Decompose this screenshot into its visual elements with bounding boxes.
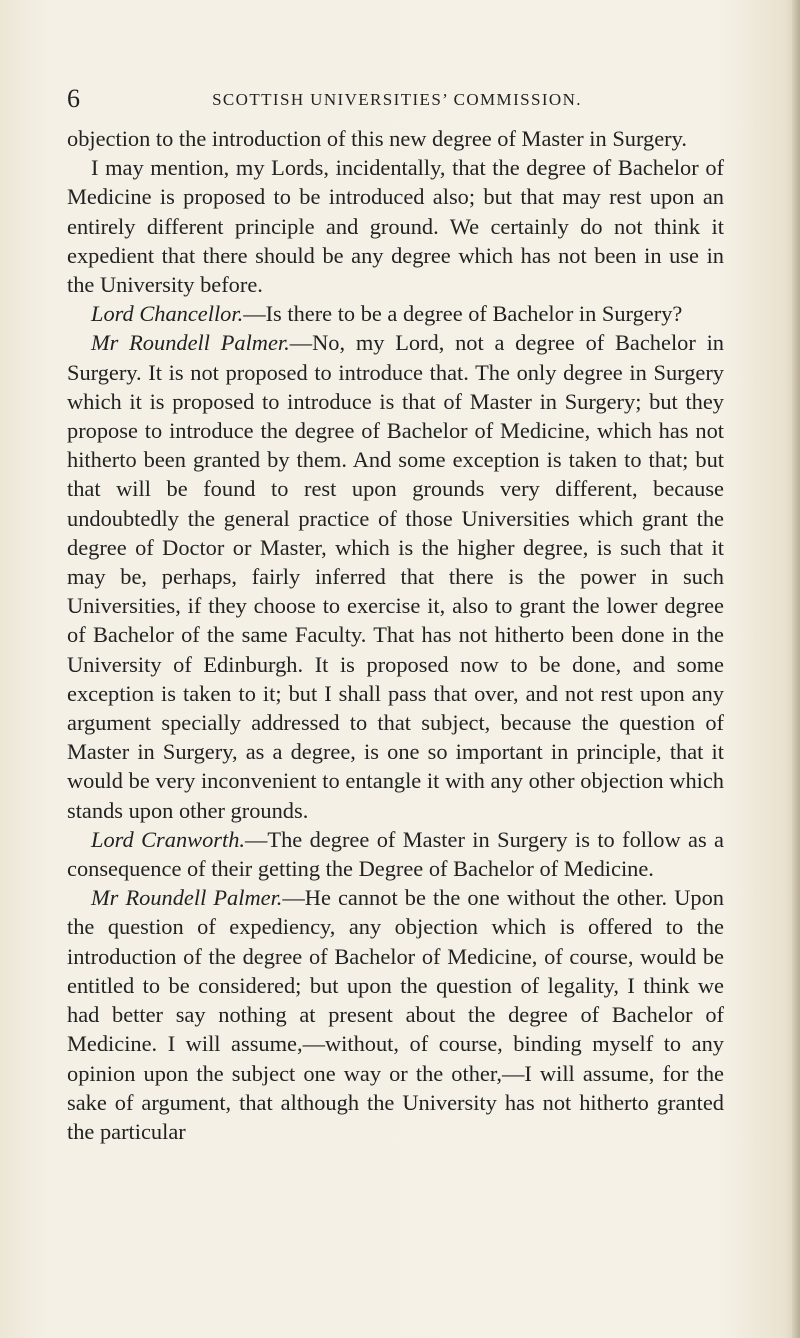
paragraph-text: —The degree of Master in Surgery is to follow as a consequence of their getting the Degree of Bachelor of Medicine. bbox=[67, 826, 724, 882]
paragraph bbox=[67, 328, 724, 824]
paragraph-text: —Is there to be a degree of Bachelor in Surgery? bbox=[243, 301, 683, 327]
paragraph bbox=[67, 825, 724, 883]
running-title: SCOTTISH UNIVERSITIES’ COMMISSION. bbox=[212, 90, 582, 109]
speaker-name: Mr Roundell Palmer. bbox=[91, 885, 283, 911]
paragraph-text: —He cannot be the one without the other. Upon the question of expediency, any objection which is offered to the introduction of the degree of Bachelor of Medicine, of course, would be entitled to be considered; but upon the question of legality, I think we had better say nothing at present about the degree of Bachelor of Medicine. I will assume,—without, of course, binding myself to any opinion upon the subject one way or the other,—I will assume, for the sake of argument, that although the University has not hitherto granted the particular bbox=[67, 885, 724, 1144]
speaker-name: Lord Chancellor. bbox=[91, 301, 244, 327]
paragraph-text: I may mention, my Lords, incidentally, that the degree of Bachelor of Medicine is proposed to be introduced also; but that may rest upon an entirely different principle and ground. We certainly do not think it expedient that there should be any degree which has not been in use in the University before. bbox=[67, 155, 724, 298]
page-header bbox=[67, 84, 727, 124]
paragraph bbox=[67, 883, 724, 1146]
paragraph bbox=[67, 124, 724, 153]
paragraph-text: —No, my Lord, not a degree of Bachelor in Surgery. It is not proposed to introduce that. The only degree in Surgery which it is proposed to introduce is that of Master in Surgery; but they propose to introduce the degree of Bachelor of Medicine, which has not hitherto been granted by them. And some exception is taken to that; but that will be found to rest upon grounds very different, because undoubtedly the general practice of those Universities which grant the degree of Doctor or Master, which is the higher degree, is such that it may be, perhaps, fairly inferred that there is the power in such Universities, if they choose to exercise it, also to grant the lower degree of Bachelor of the same Faculty. That has not hitherto been done in the University of Edinburgh. It is proposed now to be done, and some exception is taken to it; but I shall pass that over, and not rest upon any argument specially addressed to that subject, because the question of Master in Surgery, as a degree, is one so important in principle, that it would be very inconvenient to entangle it with any other objection which stands upon other grounds. bbox=[67, 330, 724, 823]
speaker-name: Lord Cranworth. bbox=[91, 826, 246, 852]
paragraph-text: objection to the introduction of this new degree of Master in Surgery. bbox=[67, 126, 687, 151]
paragraph bbox=[67, 153, 724, 299]
paragraph bbox=[67, 299, 724, 328]
body-text bbox=[67, 124, 724, 1146]
page-number: 6 bbox=[67, 84, 80, 113]
page-edge bbox=[792, 0, 800, 1338]
speaker-name: Mr Roundell Palmer. bbox=[91, 330, 290, 356]
